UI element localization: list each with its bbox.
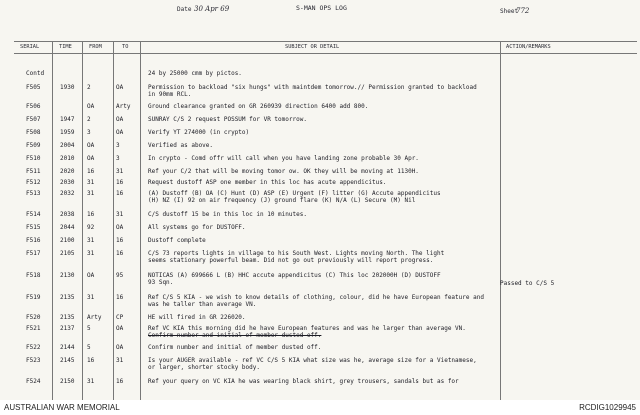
row-to: OA (116, 344, 124, 351)
row-to: 31 (116, 168, 124, 175)
sheet-number: 772 (516, 7, 530, 15)
header-top-rule (14, 41, 637, 42)
subject-line: Ref your query on VC KIA he was wearing black shirt, grey trousers, sandals but as for (148, 378, 459, 385)
row-serial: F515 (26, 224, 41, 231)
row-time: 2150 (60, 378, 75, 385)
subject-line: Confirm number and initial of member dusted off. (148, 332, 322, 339)
date-label: Date (177, 6, 192, 13)
column-divider (500, 41, 501, 400)
row-subject (148, 250, 444, 264)
subject-line: Permission to backload "six hungs" with maintdem tomorrow.// Permission granted to backload (148, 84, 477, 91)
row-from: 16 (87, 211, 95, 218)
row-time: 2135 (60, 294, 75, 301)
row-serial: F509 (26, 142, 41, 149)
row-from: 31 (87, 294, 95, 301)
row-to: 16 (116, 190, 124, 197)
subject-line: Ref your C/2 that will be moving tomor ow. OK they will be moving at 1130H. (148, 168, 419, 175)
subject-line: In crypto - Comd offr will call when you have landing zone probable 30 Apr. (148, 155, 419, 162)
archive-footer (0, 400, 640, 415)
row-from: 2 (87, 116, 91, 123)
row-serial: F511 (26, 168, 41, 175)
subject-line: All systems go for DUSTOFF. (148, 224, 246, 231)
row-time: 2010 (60, 155, 75, 162)
log-title: S-MAN OPS LOG (296, 4, 347, 12)
row-subject (148, 142, 213, 149)
date-value: 30 Apr 69 (194, 5, 230, 13)
row-subject (148, 179, 386, 186)
row-subject (148, 155, 419, 162)
row-from: 16 (87, 357, 95, 364)
row-serial: F508 (26, 129, 41, 136)
row-time: 2100 (60, 237, 75, 244)
row-serial: F524 (26, 378, 41, 385)
row-serial: F520 (26, 314, 41, 321)
row-time: 2020 (60, 168, 75, 175)
column-header-time: TIME (59, 44, 72, 50)
column-header-to: TO (122, 44, 129, 50)
row-to: 16 (116, 237, 124, 244)
row-from: Arty (87, 314, 102, 321)
row-to: 16 (116, 250, 124, 257)
row-time: 1930 (60, 84, 75, 91)
row-serial: F523 (26, 357, 41, 364)
row-serial: F519 (26, 294, 41, 301)
row-subject (148, 272, 441, 286)
subject-line: SUNRAY C/S 2 request POSSUM for VR tomorrow. (148, 116, 307, 123)
row-to: 31 (116, 357, 124, 364)
column-divider (140, 41, 141, 400)
row-from: OA (87, 272, 95, 279)
subject-line: (H) NZ (I) 92 on air frequency (J) ground flare (K) N/A (L) Secure (M) Nil (148, 197, 416, 204)
row-to: OA (116, 116, 124, 123)
subject-line: Ref VC KIA this morning did he have European features and was he larger than average VN. (148, 325, 466, 332)
row-subject (148, 84, 477, 98)
row-time: 2137 (60, 325, 75, 332)
sheet-label: Sheet (500, 8, 519, 15)
row-time: 2032 (60, 190, 75, 197)
row-from: OA (87, 103, 95, 110)
row-from: OA (87, 155, 95, 162)
subject-line: (A) Dustoff (B) OA (C) Hunt (D) ASP (E) Urgent (F) litter (G) Accute appendicitus (148, 190, 441, 197)
subject-line: C/S 73 reports lights in village to his South West. Lights moving North. The light (148, 250, 445, 257)
column-header-subject: SUBJECT OR DETAIL (285, 44, 340, 50)
subject-line: 93 Sqn. (148, 279, 174, 286)
subject-line: seems stationary powerful beam. Did not go out previously will report progress. (148, 257, 434, 264)
row-serial: F507 (26, 116, 41, 123)
row-from: 31 (87, 378, 95, 385)
row-from: 92 (87, 224, 95, 231)
subject-line: 24 by 25000 cmm by pictos. (148, 70, 242, 77)
row-time: 2030 (60, 179, 75, 186)
row-subject (148, 314, 246, 321)
row-serial: F516 (26, 237, 41, 244)
subject-line: was he taller than average VN. (148, 301, 257, 308)
column-divider (82, 41, 83, 400)
subject-line: Confirm number and initial of member dusted off. (148, 344, 322, 351)
column-divider (113, 41, 114, 400)
row-serial: F518 (26, 272, 41, 279)
row-subject (148, 116, 307, 123)
column-header-serial: SERIAL (20, 44, 40, 50)
archive-reference: RCDIG1029945 (579, 403, 636, 412)
row-time: 2130 (60, 272, 75, 279)
row-to: CP (116, 314, 124, 321)
row-serial: F514 (26, 211, 41, 218)
row-to: 3 (116, 155, 120, 162)
row-subject (148, 344, 321, 351)
row-from: 5 (87, 344, 91, 351)
row-to: OA (116, 84, 124, 91)
header-bottom-rule (14, 53, 637, 54)
row-from: 3 (87, 129, 91, 136)
row-subject (148, 294, 484, 308)
row-serial: F517 (26, 250, 41, 257)
row-subject (148, 378, 459, 385)
subject-line: HE will fired in GR 226020. (148, 314, 246, 321)
row-from: 16 (87, 168, 95, 175)
row-from: 31 (87, 179, 95, 186)
row-to: 31 (116, 211, 124, 218)
row-serial: F505 (26, 84, 41, 91)
row-subject (148, 357, 477, 371)
subject-line: Ref C/S 5 KIA - we wish to know details of clothing, colour, did he have European feature and (148, 294, 484, 301)
row-time: 2135 (60, 314, 75, 321)
row-to: Arty (116, 103, 131, 110)
row-from: 2 (87, 84, 91, 91)
row-time: 1947 (60, 116, 75, 123)
subject-line: Is your AUGER available - ref VC C/S 5 KIA what size was he, average size for a Vietnamese, (148, 357, 477, 364)
row-subject (148, 168, 419, 175)
row-time: 2004 (60, 142, 75, 149)
row-time: 2038 (60, 211, 75, 218)
subject-line: or larger, shorter stocky body. (148, 364, 260, 371)
subject-line: NOTICAS (A) 699666 L (B) HHC accute appendicitus (C) This loc 202000H (D) DUSTOFF (148, 272, 441, 279)
row-subject (148, 103, 368, 110)
row-serial: Contd (26, 70, 45, 77)
row-to: 3 (116, 142, 120, 149)
row-serial: F521 (26, 325, 41, 332)
row-to: 95 (116, 272, 124, 279)
row-serial: F522 (26, 344, 41, 351)
row-to: OA (116, 325, 124, 332)
row-time: 2144 (60, 344, 75, 351)
row-subject (148, 190, 441, 204)
subject-line: Dustoff complete (148, 237, 206, 244)
row-action: Passed to C/S 5 (500, 280, 555, 287)
row-subject (148, 129, 249, 136)
row-from: OA (87, 142, 95, 149)
row-serial: F513 (26, 190, 41, 197)
row-to: OA (116, 129, 124, 136)
subject-line: Verified as above. (148, 142, 214, 149)
row-to: OA (116, 224, 124, 231)
row-to: 16 (116, 179, 124, 186)
row-subject (148, 237, 206, 244)
column-header-action: ACTION/REMARKS (506, 44, 551, 50)
subject-line: Ground clearance granted on GR 260939 direction 6400 add 800. (148, 103, 369, 110)
row-time: 2145 (60, 357, 75, 364)
column-header-from: FROM (89, 44, 102, 50)
row-subject (148, 211, 307, 218)
row-subject (148, 325, 466, 339)
subject-line: C/S dustoff 15 be in this loc in 10 minutes. (148, 211, 307, 218)
subject-line: Verify YT 274000 (in crypto) (148, 129, 250, 136)
row-to: 16 (116, 294, 124, 301)
row-serial: F506 (26, 103, 41, 110)
subject-line: in 90mm RCL. (148, 91, 192, 98)
row-from: 31 (87, 250, 95, 257)
row-time: 2044 (60, 224, 75, 231)
row-serial: F510 (26, 155, 41, 162)
row-serial: F512 (26, 179, 41, 186)
row-to: 16 (116, 378, 124, 385)
archive-credit: AUSTRALIAN WAR MEMORIAL (4, 403, 120, 412)
column-divider (52, 41, 53, 400)
row-time: 2105 (60, 250, 75, 257)
row-from: 5 (87, 325, 91, 332)
row-time: 1959 (60, 129, 75, 136)
row-subject (148, 224, 246, 231)
row-from: 31 (87, 237, 95, 244)
row-from: 31 (87, 190, 95, 197)
row-subject (148, 70, 242, 77)
subject-line: Request dustoff ASP one member in this loc has acute appendicitus. (148, 179, 387, 186)
